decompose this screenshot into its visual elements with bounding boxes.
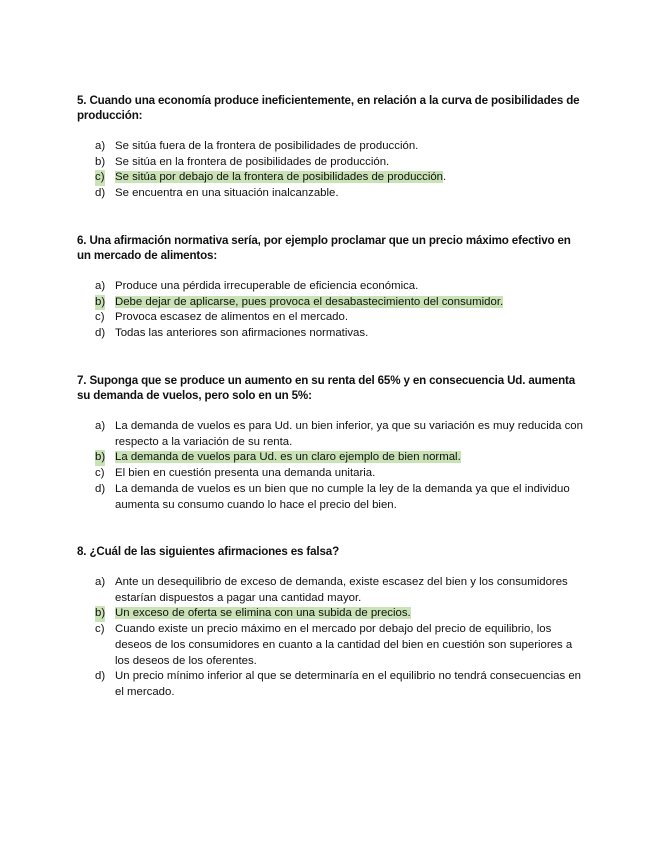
option-text: Un precio mínimo inferior al que se determinaría en el equilibrio no tendrá consecuencias en el mercado.: [115, 670, 582, 698]
option-text: La demanda de vuelos es un bien que no cumple la ley de la demanda ya que el individuo aumenta su consumo cuando lo hace el precio del bien.: [115, 482, 570, 511]
option-text: Todas las anteriores son afirmaciones normativas.: [115, 327, 369, 340]
question-title: [77, 93, 587, 123]
option-c: [77, 310, 587, 326]
option-a: [77, 139, 587, 155]
option-letter: b): [95, 450, 105, 466]
question-6: [77, 233, 587, 342]
question-5: [77, 93, 587, 202]
option-text: Se encuentra en una situación inalcanzable.: [115, 187, 339, 200]
option-letter: b): [95, 295, 105, 311]
question-number: 5.: [77, 94, 87, 107]
option-text: Debe dejar de aplicarse, pues provoca el desabastecimiento del consumidor.: [115, 295, 504, 308]
option-letter: c): [95, 467, 105, 480]
option-letter: a): [95, 420, 106, 432]
question-text: Suponga que se produce un aumento en su renta del 65% y en consecuencia Ud. aumenta su demanda de vuelos, pero solo en un 5%:: [77, 374, 576, 402]
option-text: Un exceso de oferta se elimina con una subida de precios.: [115, 607, 411, 620]
option-text: Cuando existe un precio máximo en el mercado por debajo del precio de equilibrio, los deseos de los consumidores en cuanto a la cantidad del bien en cuestión son superiores a los deseos de los oferentes.: [115, 623, 573, 667]
option-letter: c): [95, 311, 105, 324]
question-text: Cuando una economía produce ineficientemente, en relación a la curva de posibilidades de producción:: [77, 94, 580, 122]
option-d: [77, 482, 587, 513]
option-text: La demanda de vuelos para Ud. es un claro ejemplo de bien normal.: [115, 451, 461, 464]
option-text: Ante un desequilibrio de exceso de demanda, existe escasez del bien y los consumidores estarían dispuestos a pagar una cantidad mayor.: [115, 576, 568, 604]
option-trailing-period: .: [443, 171, 447, 184]
option-letter: a): [95, 576, 106, 588]
option-c-highlighted: [77, 170, 587, 186]
option-b-highlighted: [77, 450, 587, 466]
question-number: 6.: [77, 234, 87, 247]
option-d: [77, 326, 587, 342]
option-letter: a): [95, 140, 106, 152]
option-letter: b): [95, 606, 105, 622]
option-b-highlighted: [77, 295, 587, 311]
option-letter: d): [95, 187, 106, 200]
options-list: [77, 419, 587, 513]
option-text: El bien en cuestión presenta una demanda unitaria.: [115, 467, 376, 480]
option-text: Provoca escasez de alimentos en el mercado.: [115, 311, 348, 324]
option-letter: b): [95, 155, 106, 168]
question-title: [77, 373, 587, 403]
option-letter: d): [95, 327, 106, 340]
options-list: [77, 575, 587, 701]
option-d: [77, 186, 587, 202]
option-d: [77, 669, 587, 700]
question-8: [77, 544, 587, 701]
option-a: [77, 575, 587, 606]
option-a: [77, 279, 587, 295]
question-text: Una afirmación normativa sería, por ejemplo proclamar que un precio máximo efectivo en un mercado de alimentos:: [77, 234, 571, 262]
option-letter: c): [95, 623, 105, 636]
option-letter: c): [95, 170, 105, 186]
option-text: Se sitúa en la frontera de posibilidades de producción.: [115, 155, 390, 168]
option-letter: d): [95, 482, 106, 495]
question-number: 8.: [77, 545, 87, 558]
question-title: [77, 233, 587, 263]
option-a: [77, 419, 587, 450]
option-b-highlighted: [77, 606, 587, 622]
option-letter: a): [95, 280, 106, 292]
option-c: [77, 466, 587, 482]
options-list: [77, 279, 587, 342]
option-c: [77, 622, 587, 669]
option-text: Se sitúa fuera de la frontera de posibilidades de producción.: [115, 140, 419, 152]
question-number: 7.: [77, 374, 87, 387]
question-7: [77, 373, 587, 513]
option-b: [77, 155, 587, 171]
question-text: ¿Cuál de las siguientes afirmaciones es falsa?: [89, 545, 340, 558]
options-list: [77, 139, 587, 202]
option-letter: d): [95, 670, 106, 683]
option-text: Produce una pérdida irrecuperable de eficiencia económica.: [115, 280, 419, 292]
option-text: La demanda de vuelos es para Ud. un bien inferior, ya que su variación es muy reducida con respecto a la variación de su renta.: [115, 420, 583, 448]
option-text: Se sitúa por debajo de la frontera de posibilidades de producción: [115, 171, 444, 184]
question-title: [77, 544, 587, 559]
